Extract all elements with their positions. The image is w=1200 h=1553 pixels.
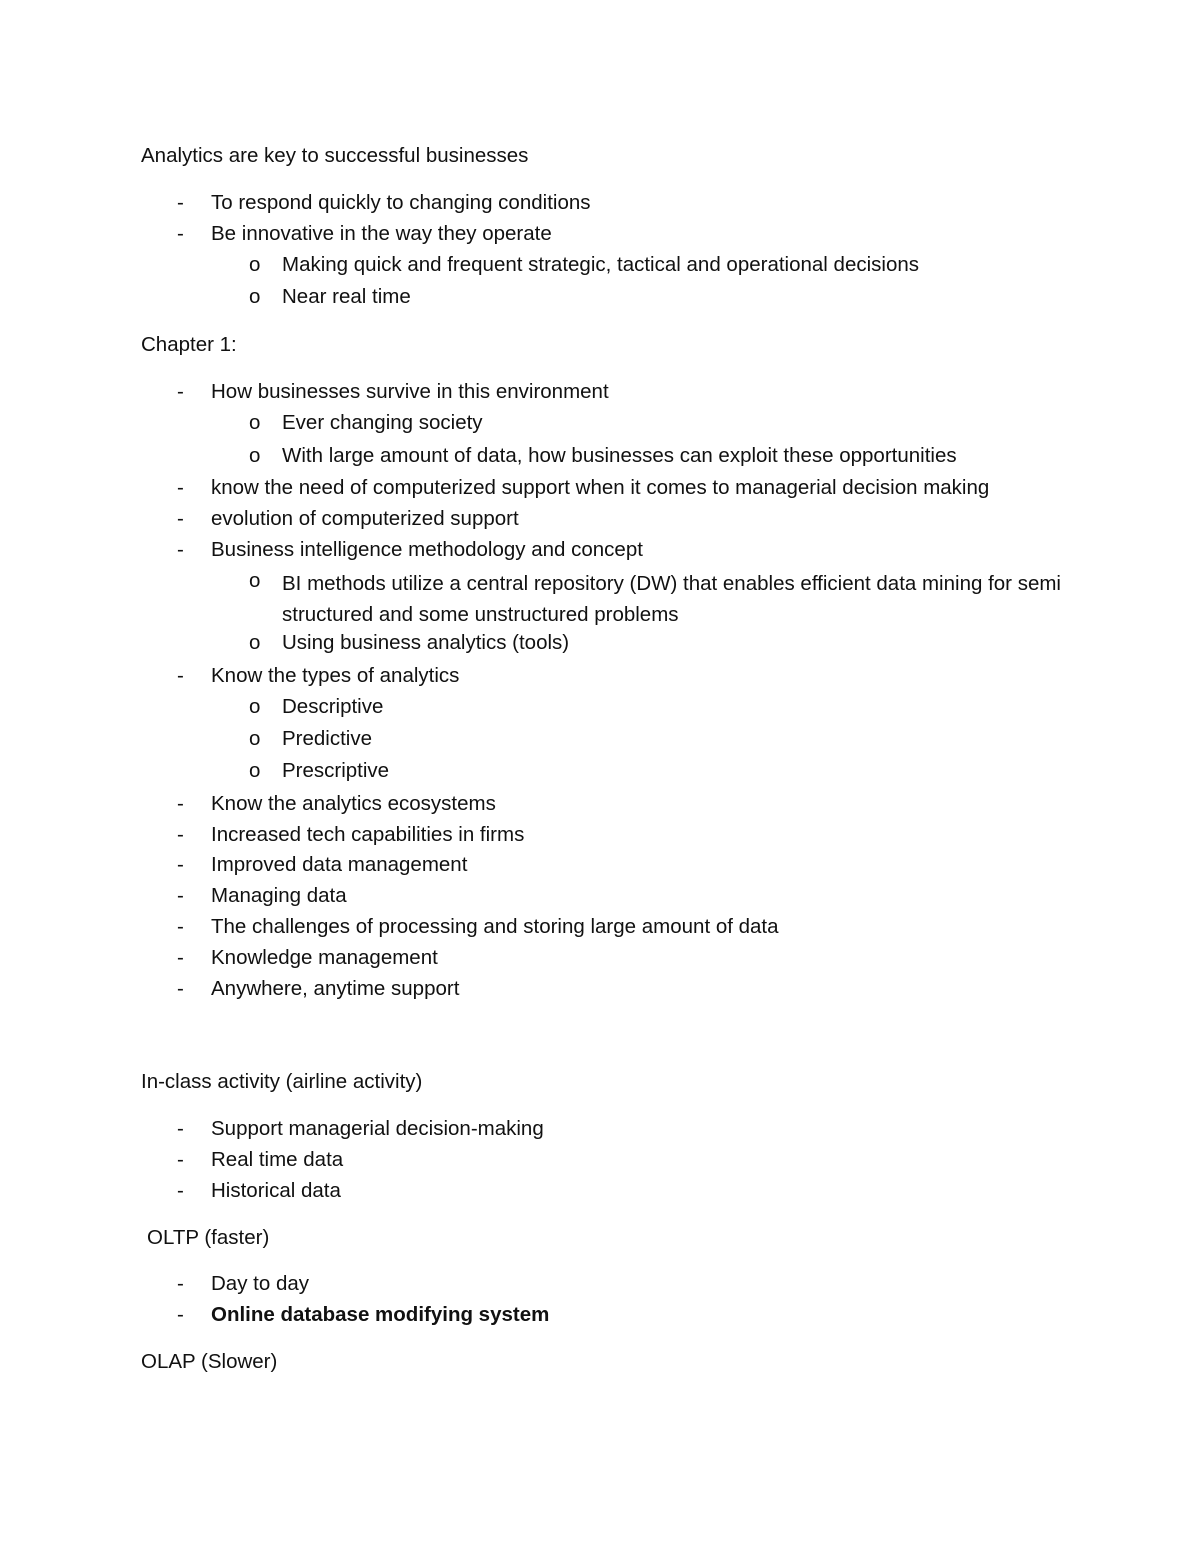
circle-bullet: o — [249, 444, 261, 467]
dash-bullet: - — [177, 977, 184, 1000]
dash-bullet: - — [177, 792, 184, 815]
dash-bullet: - — [177, 884, 184, 907]
dash-bullet: - — [177, 664, 184, 687]
dash-bullet: - — [177, 915, 184, 938]
list-item: Real time data — [211, 1148, 344, 1171]
dash-bullet: - — [177, 1117, 184, 1140]
list-item: Know the analytics ecosystems — [211, 792, 496, 815]
dash-bullet: - — [177, 946, 184, 969]
list-subitem: Near real time — [282, 285, 411, 308]
list-item: How businesses survive in this environment — [211, 380, 609, 403]
dash-bullet: - — [177, 380, 184, 403]
list-item: evolution of computerized support — [211, 507, 519, 530]
list-item: Be innovative in the way they operate — [211, 222, 552, 245]
list-subitem: With large amount of data, how businesses can exploit these opportunities — [282, 444, 957, 467]
circle-bullet: o — [249, 253, 261, 276]
dash-bullet: - — [177, 853, 184, 876]
list-item: Support managerial decision-making — [211, 1117, 544, 1140]
list-subitem: Using business analytics (tools) — [282, 631, 570, 654]
heading-analytics: Analytics are key to successful businesses — [141, 144, 529, 167]
heading-olap: OLAP (Slower) — [141, 1350, 278, 1373]
list-item: The challenges of processing and storing large amount of data — [211, 915, 779, 938]
circle-bullet: o — [249, 631, 261, 654]
list-item: To respond quickly to changing conditions — [211, 191, 591, 214]
list-item: Managing data — [211, 884, 347, 907]
list-item: know the need of computerized support when it comes to managerial decision making — [211, 476, 990, 499]
dash-bullet: - — [177, 1179, 184, 1202]
circle-bullet: o — [249, 411, 261, 434]
list-item: Know the types of analytics — [211, 664, 460, 687]
list-subitem: Ever changing society — [282, 411, 483, 434]
dash-bullet: - — [177, 222, 184, 245]
dash-bullet: - — [177, 476, 184, 499]
list-item: Increased tech capabilities in firms — [211, 823, 525, 846]
circle-bullet: o — [249, 285, 261, 308]
dash-bullet: - — [177, 1272, 184, 1295]
list-subitem: Predictive — [282, 727, 373, 750]
list-item: Historical data — [211, 1179, 341, 1202]
heading-oltp: OLTP (faster) — [147, 1226, 270, 1249]
list-subitem: Making quick and frequent strategic, tactical and operational decisions — [282, 253, 920, 276]
dash-bullet: - — [177, 1303, 184, 1326]
dash-bullet: - — [177, 191, 184, 214]
list-subitem: Prescriptive — [282, 759, 390, 782]
list-subitem: BI methods utilize a central repository (DW) that enables efficient data mining for semi structured and some unstructured problems — [282, 572, 1061, 626]
list-item: Business intelligence methodology and concept — [211, 538, 643, 561]
list-item: Day to day — [211, 1272, 309, 1295]
heading-chapter-1: Chapter 1: — [141, 333, 237, 356]
dash-bullet: - — [177, 507, 184, 530]
list-subitem: Descriptive — [282, 695, 384, 718]
dash-bullet: - — [177, 823, 184, 846]
list-item: Improved data management — [211, 853, 468, 876]
list-item: Knowledge management — [211, 946, 438, 969]
dash-bullet: - — [177, 538, 184, 561]
circle-bullet: o — [249, 569, 261, 592]
list-item-bold: Online database modifying system — [211, 1303, 550, 1326]
circle-bullet: o — [249, 759, 261, 782]
list-item: Anywhere, anytime support — [211, 977, 460, 1000]
heading-in-class-activity: In-class activity (airline activity) — [141, 1070, 423, 1093]
circle-bullet: o — [249, 727, 261, 750]
circle-bullet: o — [249, 695, 261, 718]
dash-bullet: - — [177, 1148, 184, 1171]
